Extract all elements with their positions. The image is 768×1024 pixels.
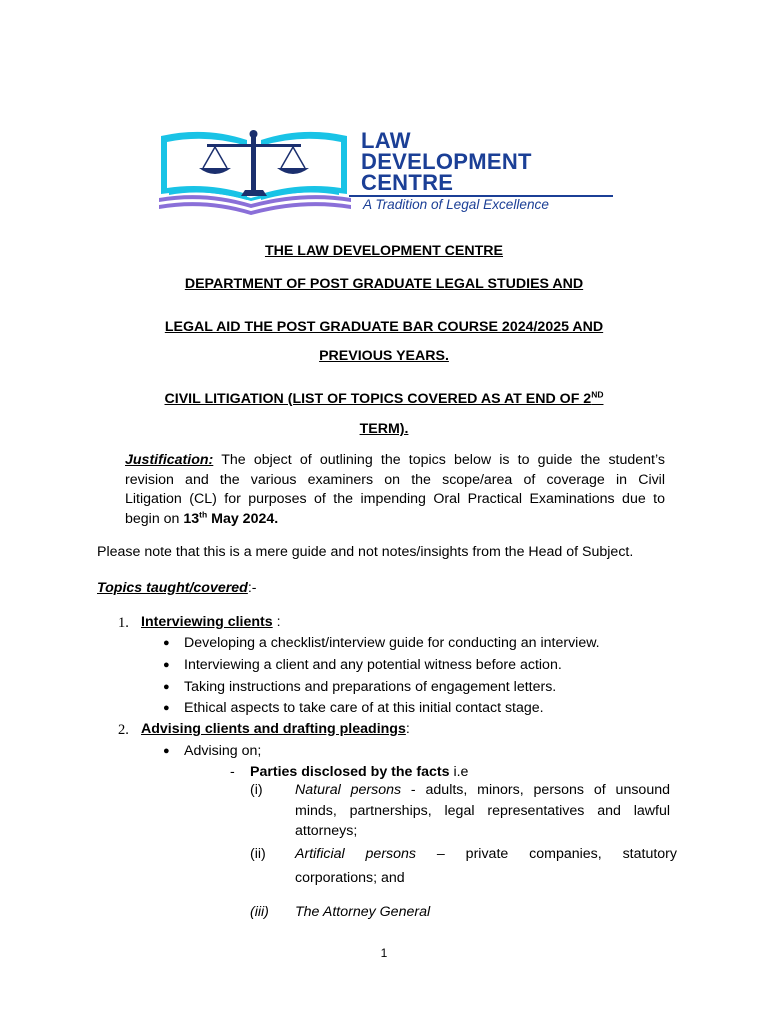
list-item-1-bullet-3: Taking instructions and preparations of engagement letters.: [184, 679, 557, 695]
natural-persons-label: Natural persons: [295, 782, 402, 798]
artificial-persons-label: Artificial persons: [295, 846, 417, 862]
sub-item-iii: The Attorney General: [295, 904, 431, 920]
sub-item-i: [295, 781, 670, 842]
logo: [155, 122, 625, 218]
sub-number-i: (i): [250, 782, 263, 798]
list-item-1-title: [141, 613, 281, 633]
note-text: Please note that this is a mere guide and not notes/insights from the Head of Subject.: [97, 544, 634, 560]
bullet-icon: ●: [163, 745, 170, 757]
topics-label-suffix: :-: [247, 580, 257, 596]
scales-of-justice-open-book-icon: [155, 122, 355, 218]
heading-line-3: LEGAL AID THE POST GRADUATE BAR COURSE 2024/2025 AND: [164, 319, 604, 335]
justification-text-1: The object of outlining the topics below is to guide the student’s: [213, 452, 665, 468]
logo-text-law: LAW: [361, 128, 411, 153]
sub-item-ii: [295, 845, 677, 888]
dash-marker: -: [230, 764, 235, 780]
heading-line-1: THE LAW DEVELOPMENT CENTRE: [264, 243, 504, 259]
heading-line-4: PREVIOUS YEARS.: [319, 348, 449, 364]
sub-item-ii-line-1: [295, 845, 677, 865]
logo-text-centre: CENTRE: [361, 170, 454, 195]
justification-label: Justification:: [125, 452, 214, 468]
justification-paragraph: [125, 451, 665, 529]
bullet-icon: ●: [163, 681, 170, 693]
list-item-1-suffix: :: [272, 614, 281, 630]
page-number: 1: [380, 946, 388, 960]
list-item-1-bullet-4: Ethical aspects to take care of at this initial contact stage.: [184, 700, 544, 716]
heading-line-2: DEPARTMENT OF POST GRADUATE LEGAL STUDIES AND: [184, 276, 584, 292]
parties-disclosed-bold: Parties disclosed by the facts: [250, 764, 450, 780]
heading-line-5: [0, 390, 768, 408]
logo-tagline: A Tradition of Legal Excellence: [363, 197, 549, 212]
list-number-1: 1.: [118, 615, 129, 631]
sub-item-ii-text-1: – private companies, statutory: [416, 846, 677, 862]
heading-line-5-sup: ND: [591, 389, 604, 400]
sub-item-i-line-3: attorneys;: [295, 823, 358, 839]
logo-text-development: DEVELOPMENT: [361, 149, 532, 174]
justification-text-4: begin on: [125, 510, 184, 527]
advising-clients-title: Advising clients and drafting pleadings: [141, 721, 406, 737]
exam-date: 13th May 2024.: [183, 508, 279, 527]
justification-line-2: revision and the various examiners on the scope/area of coverage in Civil: [125, 471, 665, 488]
topics-label: [97, 579, 257, 599]
parties-disclosed-rest: i.e: [449, 764, 469, 780]
sub-item-i-text-1: - adults, minors, persons of unsound: [401, 782, 670, 798]
list-item-1-bullet-2: Interviewing a client and any potential witness before action.: [184, 657, 562, 673]
list-item-2-suffix: :: [405, 721, 410, 737]
sub-number-ii: (ii): [250, 846, 266, 862]
list-number-2: 2.: [118, 722, 129, 738]
heading-line-6: TERM).: [359, 421, 409, 437]
bullet-icon: ●: [163, 659, 170, 671]
justification-line-3: Litigation (CL) for purposes of the impending Oral Practical Examinations due to: [125, 491, 665, 507]
topics-label-text: Topics taught/covered: [97, 580, 248, 596]
list-item-2-bullet-1: Advising on;: [184, 743, 262, 759]
justification-line-1: [125, 451, 665, 471]
sub-item-i-line-2: minds, partnerships, legal representatives and lawful: [295, 802, 670, 819]
bullet-icon: ●: [163, 637, 170, 649]
sub-item-i-line-1: [295, 781, 670, 801]
parties-disclosed-text: [250, 763, 468, 783]
sub-item-ii-line-2: corporations; and: [295, 869, 405, 886]
heading-line-5-main: CIVIL LITIGATION (LIST OF TOPICS COVERED AS AT END OF 2: [164, 391, 592, 407]
list-item-2-title: [141, 720, 410, 740]
interviewing-clients-title: Interviewing clients: [141, 614, 273, 630]
bullet-icon: ●: [163, 702, 170, 714]
sub-number-iii: (iii): [250, 904, 269, 920]
justification-line-4: [125, 510, 665, 530]
list-item-1-bullet-1: Developing a checklist/interview guide for conducting an interview.: [184, 635, 600, 651]
